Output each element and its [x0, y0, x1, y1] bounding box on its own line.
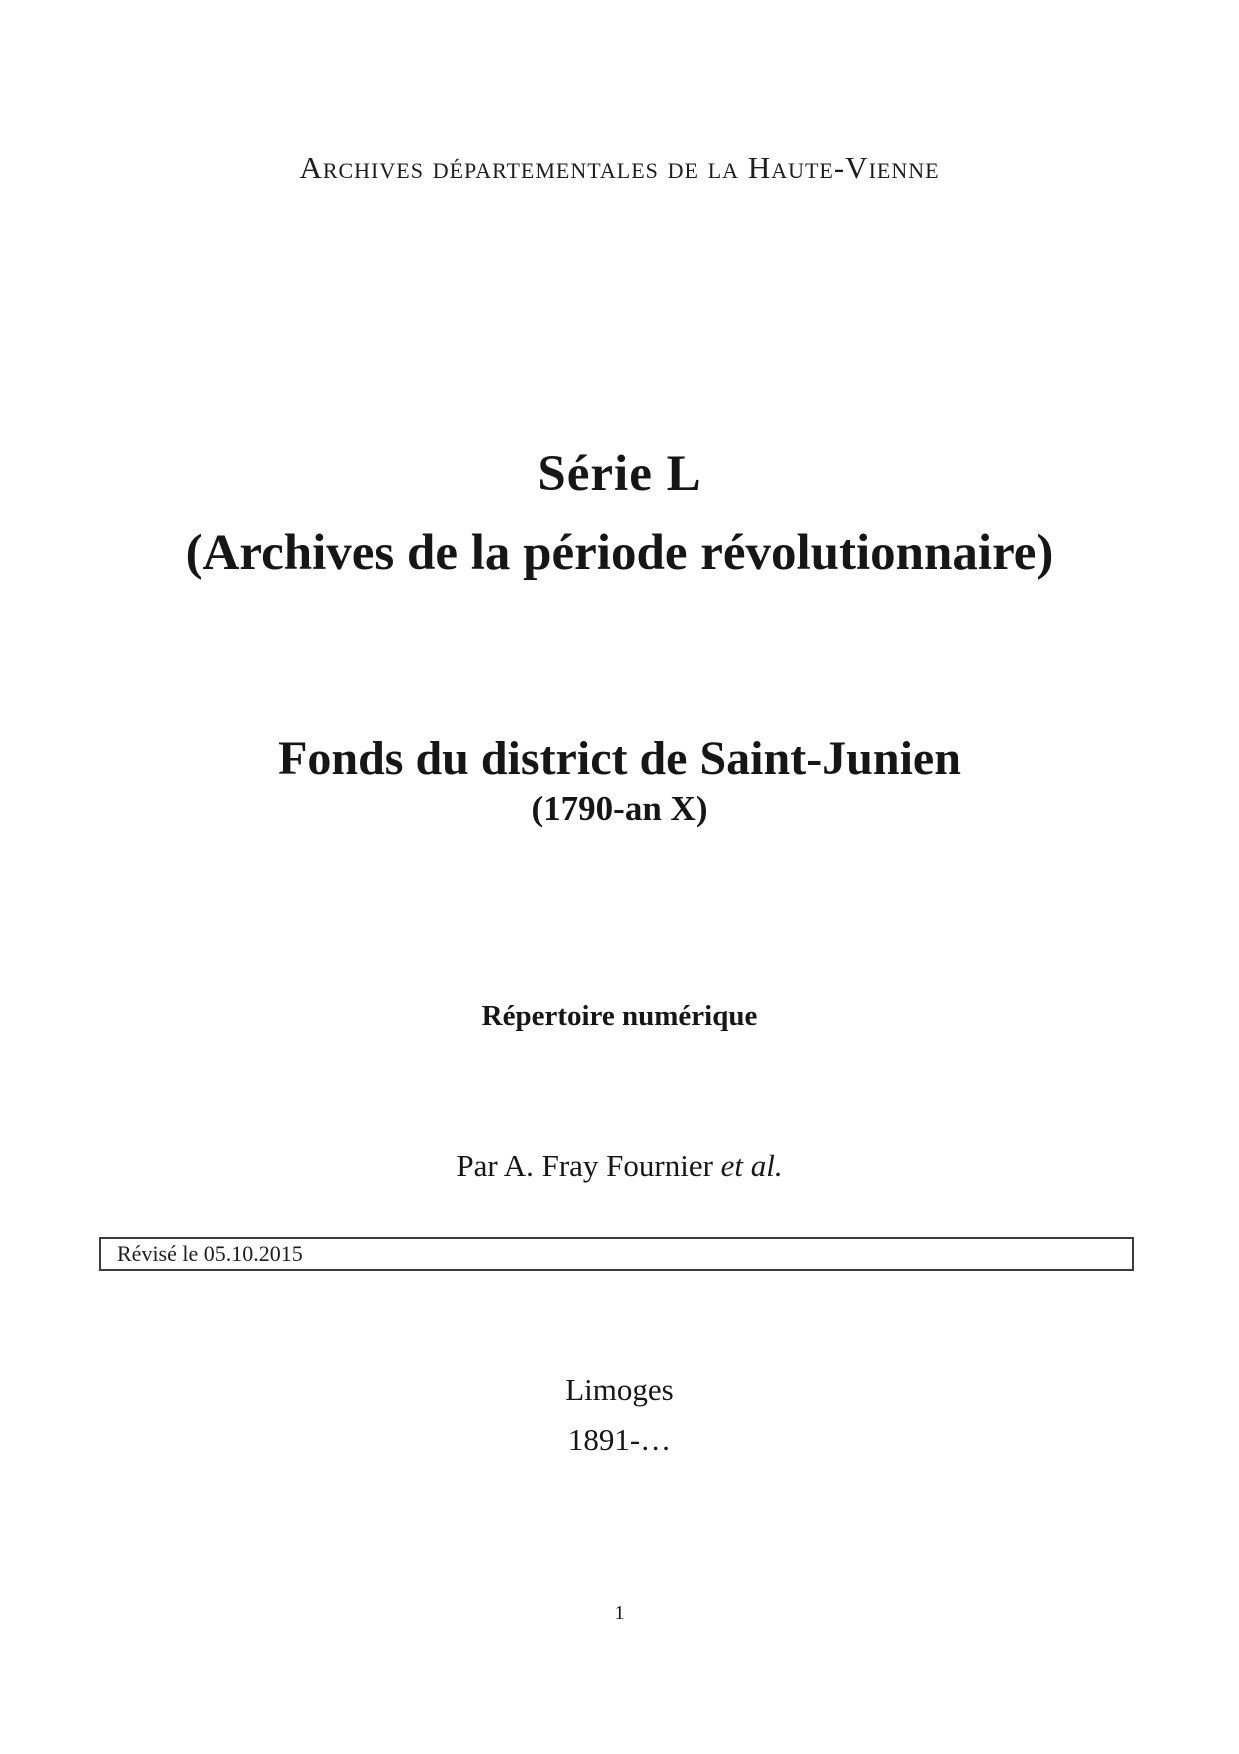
byline-text: Par A. Fray Fournier [456, 1148, 721, 1183]
institution-header: Archives départementales de la Haute-Vienne [299, 150, 940, 185]
document-type-label: Répertoire numérique [481, 1000, 758, 1032]
series-title: Série L [537, 446, 702, 502]
date-range: (1790-an X) [531, 789, 708, 828]
byline-etal: et al. [720, 1148, 783, 1183]
series-subtitle: (Archives de la période révolutionnaire) [185, 525, 1054, 581]
publication-years: 1891-… [567, 1422, 672, 1457]
byline [0, 1148, 1239, 1184]
revision-note: Révisé le 05.10.2015 [117, 1241, 303, 1266]
fonds-title: Fonds du district de Saint-Junien [278, 732, 961, 785]
revision-box [99, 1237, 1134, 1271]
place-name: Limoges [565, 1372, 674, 1407]
page-number: 1 [614, 1602, 625, 1624]
